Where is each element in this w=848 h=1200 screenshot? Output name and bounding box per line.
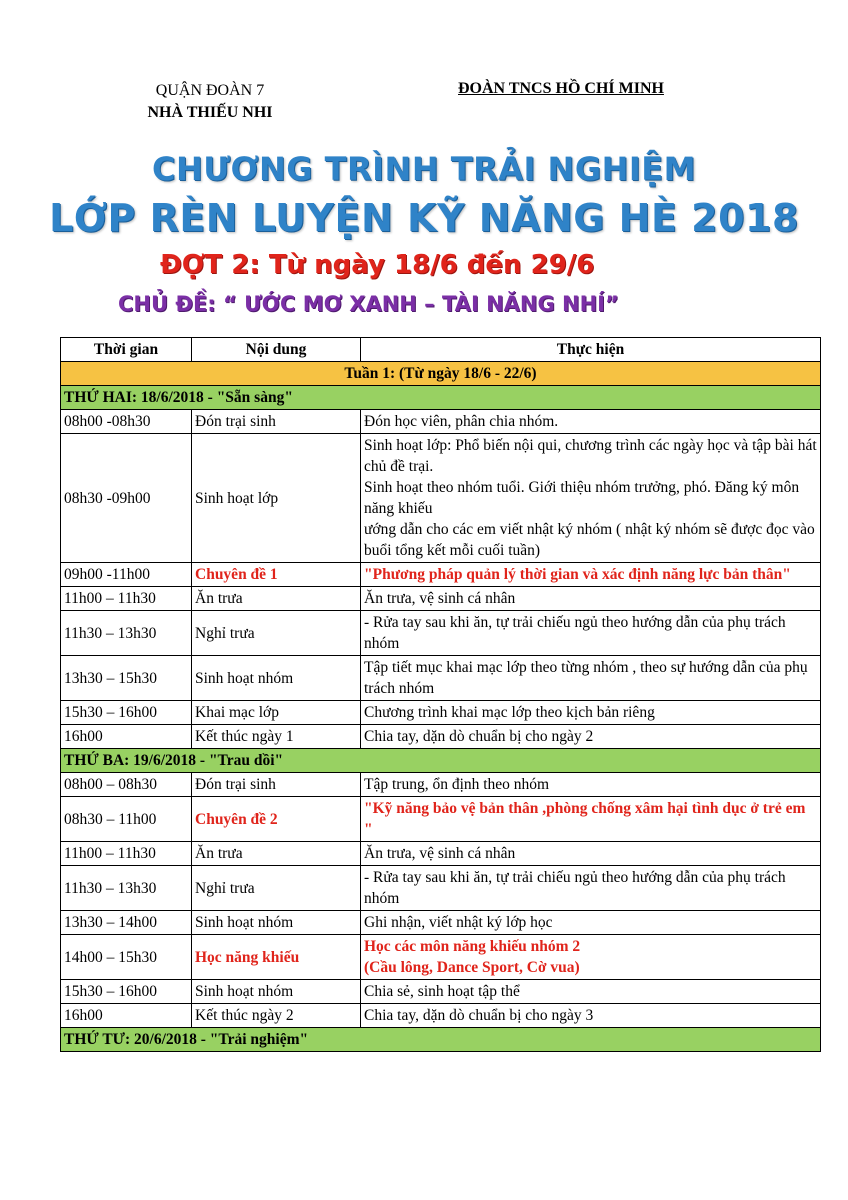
time-cell: 15h30 – 16h00	[61, 701, 192, 725]
time-cell: 13h30 – 14h00	[61, 911, 192, 935]
content-cell: Sinh hoạt nhóm	[192, 656, 361, 701]
day-row	[61, 1028, 821, 1052]
table-row	[61, 773, 821, 797]
detail-cell: Chia tay, dặn dò chuẩn bị cho ngày 2	[361, 725, 821, 749]
detail-cell: Ghi nhận, viết nhật ký lớp học	[361, 911, 821, 935]
session-dates: ĐỢT 2: Từ ngày 18/6 đến 29/6	[160, 250, 595, 280]
time-cell: 11h00 – 11h30	[61, 587, 192, 611]
content-cell: Nghỉ trưa	[192, 866, 361, 911]
time-cell: 11h30 – 13h30	[61, 611, 192, 656]
content-cell: Sinh hoạt lớp	[192, 434, 361, 563]
detail-cell: "Phương pháp quản lý thời gian và xác định năng lực bản thân"	[361, 563, 821, 587]
time-cell: 08h30 – 11h00	[61, 797, 192, 842]
content-cell: Sinh hoạt nhóm	[192, 980, 361, 1004]
program-title: CHƯƠNG TRÌNH TRẢI NGHIỆM	[152, 150, 696, 188]
detail-cell: Chia tay, dặn dò chuẩn bị cho ngày 3	[361, 1004, 821, 1028]
schedule-table	[60, 337, 821, 1052]
detail-cell: "Kỹ năng bảo vệ bản thân ,phòng chống xâm hại tình dục ở trẻ em "	[361, 797, 821, 842]
detail-cell: Ăn trưa, vệ sinh cá nhân	[361, 842, 821, 866]
table-row	[61, 611, 821, 656]
content-cell: Đón trại sinh	[192, 773, 361, 797]
table-row	[61, 842, 821, 866]
content-cell: Chuyên đề 2	[192, 797, 361, 842]
time-cell: 16h00	[61, 1004, 192, 1028]
table-row	[61, 980, 821, 1004]
content-cell: Khai mạc lớp	[192, 701, 361, 725]
table-row	[61, 935, 821, 980]
detail-cell: Ăn trưa, vệ sinh cá nhân	[361, 587, 821, 611]
content-cell: Chuyên đề 1	[192, 563, 361, 587]
content-cell: Kết thúc ngày 2	[192, 1004, 361, 1028]
detail-cell: Học các môn năng khiếu nhóm 2 (Cầu lông, Dance Sport, Cờ vua)	[361, 935, 821, 980]
time-cell: 08h00 -08h30	[61, 410, 192, 434]
time-cell: 11h30 – 13h30	[61, 866, 192, 911]
time-cell: 11h00 – 11h30	[61, 842, 192, 866]
table-row	[61, 410, 821, 434]
detail-cell: - Rửa tay sau khi ăn, tự trải chiếu ngủ theo hướng dẫn của phụ trách nhóm	[361, 611, 821, 656]
theme-title: CHỦ ĐỀ: “ ƯỚC MƠ XANH – TÀI NĂNG NHÍ”	[118, 292, 619, 316]
time-cell: 08h30 -09h00	[61, 434, 192, 563]
day-title: THỨ BA: 19/6/2018 - "Trau dồi"	[61, 749, 821, 773]
day-row	[61, 386, 821, 410]
table-row	[61, 434, 821, 563]
week-label: Tuần 1: (Từ ngày 18/6 - 22/6)	[61, 362, 821, 386]
content-cell: Học năng khiếu	[192, 935, 361, 980]
column-header-content: Nội dung	[192, 338, 361, 362]
table-row	[61, 725, 821, 749]
day-title: THỨ HAI: 18/6/2018 - "Sẵn sàng"	[61, 386, 821, 410]
content-cell: Sinh hoạt nhóm	[192, 911, 361, 935]
children-house-name: NHÀ THIẾU NHI	[147, 104, 273, 121]
detail-cell: Đón học viên, phân chia nhóm.	[361, 410, 821, 434]
table-row	[61, 911, 821, 935]
day-row	[61, 749, 821, 773]
detail-cell: Tập tiết mục khai mạc lớp theo từng nhóm , theo sự hướng dẫn của phụ trách nhóm	[361, 656, 821, 701]
detail-cell: Chia sẻ, sinh hoạt tập thể	[361, 980, 821, 1004]
table-row	[61, 866, 821, 911]
table-header-row	[61, 338, 821, 362]
column-header-detail: Thực hiện	[361, 338, 821, 362]
table-row	[61, 656, 821, 701]
column-header-time: Thời gian	[61, 338, 192, 362]
detail-cell: Tập trung, ổn định theo nhóm	[361, 773, 821, 797]
district-name: QUẬN ĐOÀN 7	[155, 82, 265, 99]
week-row	[61, 362, 821, 386]
time-cell: 15h30 – 16h00	[61, 980, 192, 1004]
table-row	[61, 797, 821, 842]
table-row	[61, 587, 821, 611]
content-cell: Đón trại sinh	[192, 410, 361, 434]
content-cell: Ăn trưa	[192, 587, 361, 611]
detail-cell: - Rửa tay sau khi ăn, tự trải chiếu ngủ theo hướng dẫn của phụ trách nhóm	[361, 866, 821, 911]
detail-cell: Sinh hoạt lớp: Phổ biến nội qui, chương trình các ngày học và tập bài hát chủ đề trại. Sinh hoạt theo nhóm tuổi. Giới thiệu nhóm trưởng, phó. Đăng ký môn năng khiếu ướng dẫn cho các em viết nhật ký nhóm ( nhật ký nhóm sẽ được đọc vào buổi tổng kết mỗi cuối tuần)	[361, 434, 821, 563]
time-cell: 13h30 – 15h30	[61, 656, 192, 701]
organization-header-right: ĐOÀN TNCS HỒ CHÍ MINH	[458, 80, 664, 97]
day-title: THỨ TƯ: 20/6/2018 - "Trải nghiệm"	[61, 1028, 821, 1052]
time-cell: 16h00	[61, 725, 192, 749]
time-cell: 09h00 -11h00	[61, 563, 192, 587]
organization-header-left	[110, 80, 310, 124]
content-cell: Nghỉ trưa	[192, 611, 361, 656]
table-row	[61, 563, 821, 587]
detail-cell: Chương trình khai mạc lớp theo kịch bản riêng	[361, 701, 821, 725]
class-title: LỚP RÈN LUYỆN KỸ NĂNG HÈ 2018	[49, 196, 799, 240]
table-row	[61, 701, 821, 725]
content-cell: Kết thúc ngày 1	[192, 725, 361, 749]
time-cell: 08h00 – 08h30	[61, 773, 192, 797]
content-cell: Ăn trưa	[192, 842, 361, 866]
table-row	[61, 1004, 821, 1028]
time-cell: 14h00 – 15h30	[61, 935, 192, 980]
